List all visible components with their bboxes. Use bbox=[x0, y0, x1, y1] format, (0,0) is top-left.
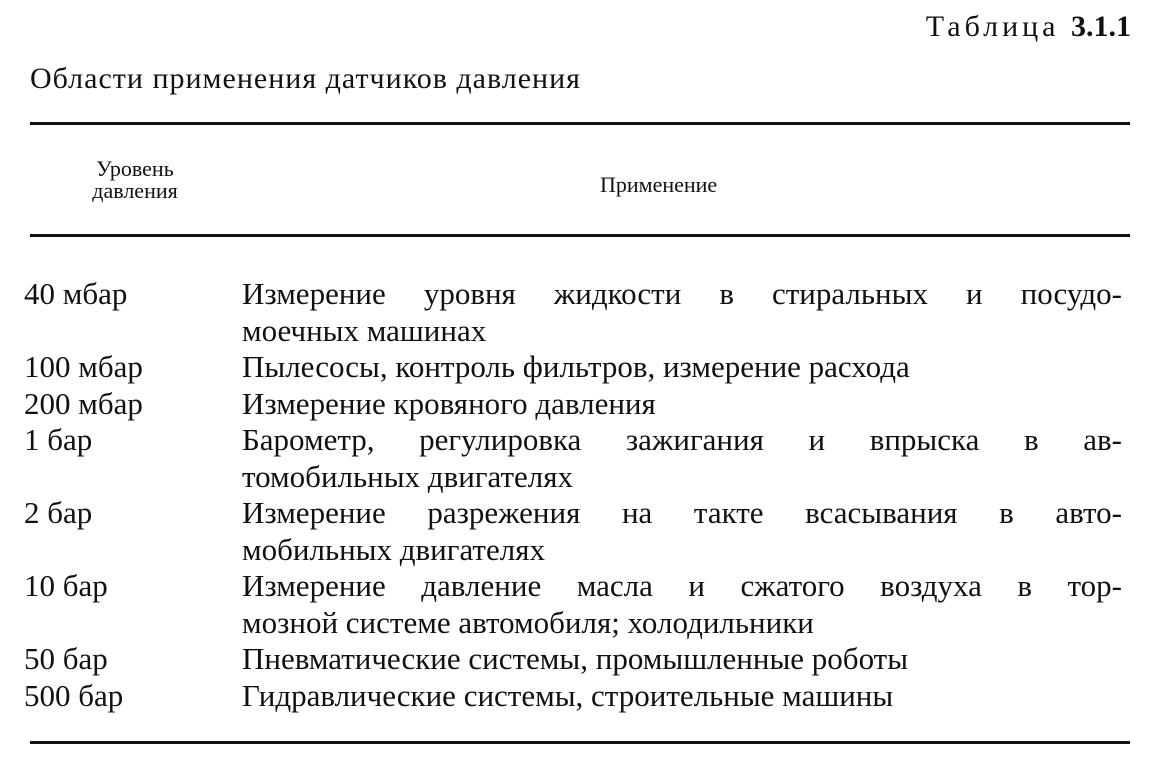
table-number-value: 3.1.1 bbox=[1071, 10, 1131, 43]
pressure-level-cell: 200 мбар bbox=[24, 385, 143, 421]
application-text-line: Измерение уровня жидкости в стиральных и посудо- bbox=[242, 276, 1122, 311]
table-row bbox=[24, 495, 1124, 568]
table-label: Таблица bbox=[925, 10, 1060, 43]
application-cell bbox=[242, 276, 1122, 349]
table-number bbox=[926, 10, 1131, 44]
application-text-line: Измерение кровяного давления bbox=[242, 385, 656, 421]
application-cell bbox=[242, 386, 1122, 423]
application-cell bbox=[242, 641, 1122, 678]
top-rule bbox=[30, 122, 1130, 125]
table-row bbox=[24, 568, 1124, 641]
application-text-line: Гидравлические системы, строительные машины bbox=[242, 677, 894, 713]
application-cell bbox=[242, 678, 1122, 715]
application-text-line: Барометр, регулировка зажигания и впрыска в ав- bbox=[242, 422, 1122, 457]
pressure-level-cell: 100 мбар bbox=[24, 349, 143, 384]
application-cell bbox=[242, 349, 1122, 386]
application-text-line: Измерение давление масла и сжатого воздуха в тор- bbox=[242, 568, 1122, 603]
application-cell bbox=[242, 422, 1122, 495]
table-row bbox=[24, 678, 1124, 715]
header-rule bbox=[30, 234, 1130, 237]
pressure-level-cell: 1 бар bbox=[24, 422, 93, 457]
header-application: Применение bbox=[600, 172, 718, 197]
table-row bbox=[24, 422, 1124, 495]
table-row bbox=[24, 276, 1124, 349]
header-pressure-level: Уровень давления bbox=[92, 156, 178, 203]
application-text-line: Пневматические системы, промышленные роботы bbox=[242, 641, 909, 676]
application-text-line: моечных машинах bbox=[242, 312, 487, 348]
pressure-level-cell: 50 бар bbox=[24, 641, 108, 676]
application-text-line: Пылесосы, контроль фильтров, измерение расхода bbox=[242, 349, 910, 384]
table-body bbox=[24, 276, 1124, 714]
application-text-line: мобильных двигателях bbox=[242, 531, 545, 567]
application-text-line: Измерение разрежения на такте всасывания в авто- bbox=[242, 495, 1122, 530]
pressure-level-cell: 10 бар bbox=[24, 568, 108, 603]
application-cell bbox=[242, 495, 1122, 568]
pressure-level-cell: 40 мбар bbox=[24, 276, 128, 311]
table-row bbox=[24, 349, 1124, 386]
bottom-rule bbox=[30, 741, 1130, 744]
table-caption: Области применения датчиков давления bbox=[30, 62, 581, 95]
application-cell bbox=[242, 568, 1122, 641]
pressure-level-cell: 500 бар bbox=[24, 677, 124, 713]
pressure-level-cell: 2 бар bbox=[24, 495, 93, 530]
application-text-line: томобильных двигателях bbox=[242, 458, 574, 494]
application-text-line: мозной системе автомобиля; холодильники bbox=[242, 604, 814, 640]
table-row bbox=[24, 641, 1124, 678]
table-row bbox=[24, 386, 1124, 423]
